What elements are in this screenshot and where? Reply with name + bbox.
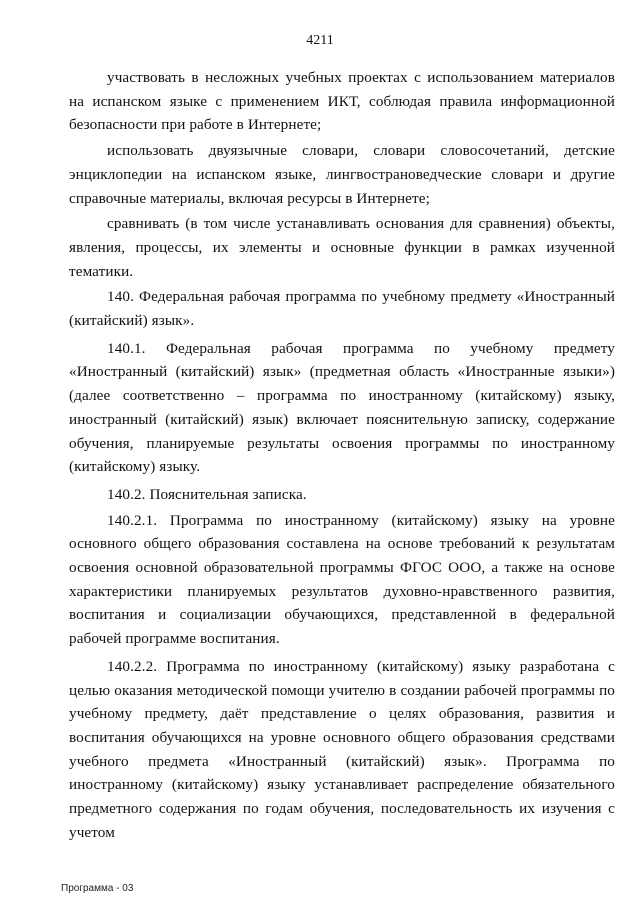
- paragraph-compare: сравнивать (в том числе устанавливать основания для сравнения) объекты, явления, процессы, их элементы и основные функции в рамках изученной тематики.: [69, 215, 615, 280]
- paragraph-ikt-projects: участвовать в несложных учебных проектах с использованием материалов на испанском языке с применением ИКТ, соблюдая правила информационной безопасности при работе в Интернете;: [69, 69, 615, 134]
- page-number: 4211: [306, 33, 334, 48]
- body-text: [69, 66, 615, 845]
- paragraph-section-140-2-1: 140.2.1. Программа по иностранному (китайскому) языку на уровне основного общего образования составлена на основе требований к результатам освоения основной образовательной программы ФГОС ООО, а также на основе характеристики планируемых результатов духовно-нравственного развития, воспитания и социализации обучающихся, представленной в федеральной рабочей программе воспитания.: [69, 511, 615, 648]
- paragraph-dictionaries: использовать двуязычные словари, словари словосочетаний, детские энциклопедии на испанском языке, лингвострановедческие словари и другие справочные материалы, включая ресурсы в Интернете;: [69, 142, 615, 207]
- paragraph-section-140-1: 140.1. Федеральная рабочая программа по учебному предмету «Иностранный (китайский) язык» (предметная область «Иностранные языки») (далее соответственно – программа по иностранному (китайскому) языку, иностранный (китайский) язык) включает пояснительную записку, содержание обучения, планируемые результаты освоения программы по иностранному (китайскому) языку.: [69, 339, 615, 476]
- page-footer: Программа - 03: [61, 883, 134, 894]
- paragraph-section-140: 140. Федеральная рабочая программа по учебному предмету «Иностранный (китайский) язык».: [69, 288, 615, 330]
- paragraph-section-140-2-2: 140.2.2. Программа по иностранному (китайскому) языку разработана с целью оказания методической помощи учителю в создании рабочей программы по учебному предмету, даёт представление о целях образования, развития и воспитания обучающихся на уровне основного общего образования средствами учебного предмета «Иностранный (китайский) язык». Программа по иностранному (китайскому) языку устанавливает распределение обязательного предметного содержания по годам обучения, последовательность их изучения с учетом: [69, 657, 615, 841]
- paragraph-section-140-2: 140.2. Пояснительная записка.: [107, 485, 307, 503]
